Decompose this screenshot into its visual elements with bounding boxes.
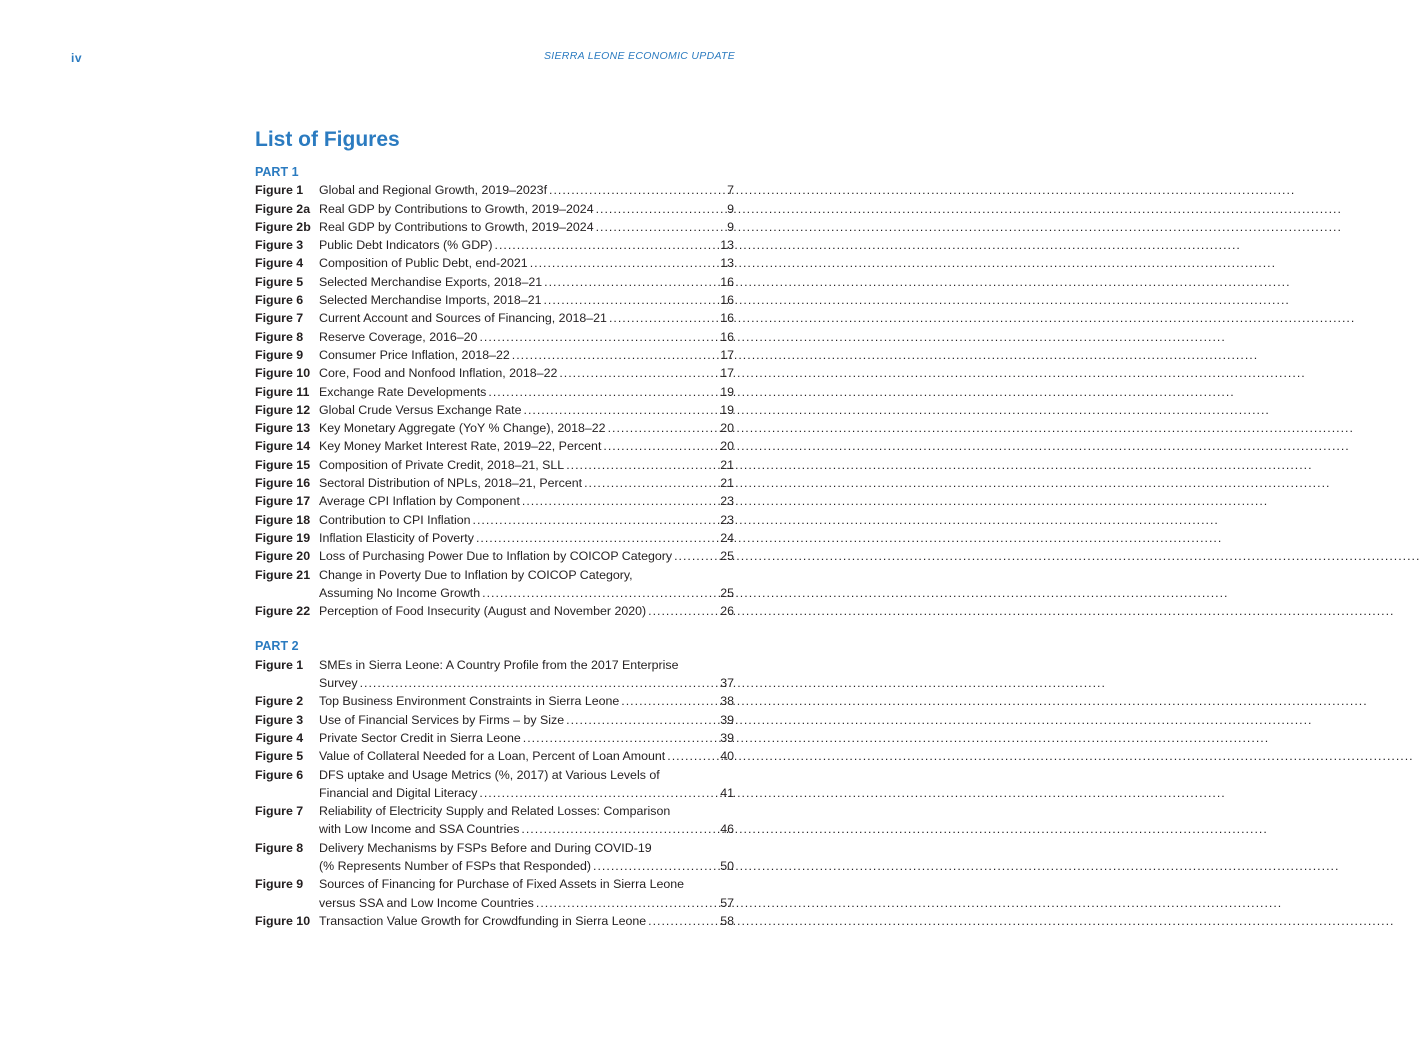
caption-line	[319, 401, 734, 419]
page-reference: 13	[720, 238, 734, 253]
figure-label: Figure 6	[255, 767, 304, 782]
caption-text: Public Debt Indicators (% GDP)	[319, 238, 493, 253]
caption-text: Real GDP by Contributions to Growth, 2019–2024	[319, 219, 594, 234]
caption-line	[319, 802, 734, 820]
figure-caption	[319, 802, 734, 839]
figure-label: Figure 15	[255, 457, 311, 472]
dot-leader	[593, 857, 718, 875]
figure-caption	[319, 711, 734, 729]
caption-text: Survey	[319, 676, 358, 691]
toc-entry[interactable]	[255, 419, 734, 437]
figure-label: Figure 2b	[255, 219, 311, 234]
toc-entry[interactable]	[255, 181, 734, 199]
dot-leader	[608, 419, 719, 437]
figure-label: Figure 7	[255, 311, 304, 326]
figure-label: Figure 14	[255, 439, 311, 454]
page-reference: 39	[720, 712, 734, 727]
page-reference: 26	[720, 604, 734, 619]
dot-leader	[648, 602, 718, 620]
dot-leader	[479, 784, 718, 802]
caption-line	[319, 729, 734, 747]
caption-line	[319, 456, 734, 474]
caption-text: Transaction Value Growth for Crowdfunding in Sierra Leone	[319, 913, 647, 928]
page-reference: 25	[720, 585, 734, 600]
caption-text: Top Business Environment Constraints in Sierra Leone	[319, 694, 620, 709]
dot-leader	[512, 346, 718, 364]
page-reference: 46	[720, 822, 734, 837]
toc-entry[interactable]	[255, 437, 734, 455]
caption-text: Selected Merchandise Exports, 2018–21	[319, 274, 543, 289]
figure-label: Figure 9	[255, 347, 304, 362]
page-reference: 57	[720, 895, 734, 910]
figure-label: Figure 10	[255, 913, 311, 928]
page-reference: 39	[720, 730, 734, 745]
page-reference: 19	[720, 384, 734, 399]
caption-line	[319, 784, 734, 802]
caption-line	[319, 419, 734, 437]
dot-leader	[544, 273, 718, 291]
figure-caption	[319, 511, 734, 529]
dot-leader	[482, 584, 718, 602]
caption-text: Use of Financial Services by Firms – by Size	[319, 712, 565, 727]
page-reference: 50	[720, 858, 734, 873]
caption-line	[319, 218, 734, 236]
page-reference: 19	[720, 402, 734, 417]
figure-label: Figure 17	[255, 494, 311, 509]
dot-leader	[584, 474, 718, 492]
toc-entry[interactable]	[255, 474, 734, 492]
caption-line	[319, 529, 734, 547]
caption-line	[319, 894, 734, 912]
dot-leader	[521, 820, 718, 838]
caption-text: Composition of Public Debt, end-2021	[319, 256, 528, 271]
figure-label: Figure 12	[255, 402, 311, 417]
caption-text: Perception of Food Insecurity (August and November 2020)	[319, 604, 647, 619]
figure-label: Figure 9	[255, 877, 304, 892]
figure-label: Figure 6	[255, 293, 304, 308]
figure-caption	[319, 912, 734, 930]
figure-label: Figure 8	[255, 329, 304, 344]
caption-text: Core, Food and Nonfood Inflation, 2018–22	[319, 366, 558, 381]
figure-caption	[319, 309, 734, 327]
figure-label: Figure 5	[255, 749, 304, 764]
dot-leader	[559, 364, 718, 382]
caption-text: Loss of Purchasing Power Due to Inflation by COICOP Category	[319, 549, 673, 564]
caption-text: with Low Income and SSA Countries	[319, 822, 520, 837]
dot-leader	[479, 328, 718, 346]
figure-caption	[319, 747, 734, 765]
toc-entry[interactable]	[255, 273, 734, 291]
figure-label: Figure 19	[255, 530, 311, 545]
page-reference: 9	[727, 201, 734, 216]
page-reference: 21	[720, 476, 734, 491]
toc-entry[interactable]	[255, 511, 734, 529]
dot-leader	[360, 674, 719, 692]
figure-caption	[319, 401, 734, 419]
figure-caption	[319, 474, 734, 492]
caption-text: Value of Collateral Needed for a Loan, Percent of Loan Amount	[319, 749, 666, 764]
toc-entry[interactable]	[255, 328, 734, 346]
figure-caption	[319, 602, 734, 620]
toc-entry[interactable]	[255, 200, 734, 218]
caption-line	[319, 584, 734, 602]
caption-line	[319, 711, 734, 729]
dot-leader	[476, 529, 718, 547]
page-reference: 23	[720, 512, 734, 527]
figure-label: Figure 3	[255, 712, 304, 727]
toc-entry[interactable]	[255, 747, 734, 765]
page-reference: 21	[720, 457, 734, 472]
toc-entry[interactable]	[255, 401, 734, 419]
caption-line	[319, 547, 734, 565]
caption-text: Current Account and Sources of Financing, 2018–21	[319, 311, 607, 326]
caption-text: Private Sector Credit in Sierra Leone	[319, 730, 521, 745]
page-reference: 58	[720, 913, 734, 928]
dot-leader	[530, 254, 719, 272]
caption-line	[319, 820, 734, 838]
figure-caption	[319, 766, 734, 803]
caption-line	[319, 437, 734, 455]
toc-entry[interactable]	[255, 912, 734, 930]
dot-leader	[543, 291, 718, 309]
caption-line	[319, 766, 734, 784]
toc-entry[interactable]	[255, 309, 734, 327]
page-reference: 13	[720, 256, 734, 271]
dot-leader	[549, 181, 725, 199]
part-heading: PART 1	[255, 165, 299, 179]
caption-text: Global Crude Versus Exchange Rate	[319, 402, 522, 417]
caption-line	[319, 692, 734, 710]
figure-caption	[319, 492, 734, 510]
caption-line	[319, 236, 734, 254]
figure-label: Figure 13	[255, 421, 311, 436]
caption-line	[319, 602, 734, 620]
figure-caption	[319, 566, 734, 603]
toc-entry[interactable]	[255, 729, 734, 747]
page-reference: 7	[727, 183, 734, 198]
page-reference: 16	[720, 311, 734, 326]
dot-leader	[609, 309, 718, 327]
caption-line	[319, 566, 734, 584]
page-reference: 37	[720, 676, 734, 691]
figure-caption	[319, 547, 734, 565]
dot-leader	[667, 747, 718, 765]
dot-leader	[524, 401, 719, 419]
figure-caption	[319, 437, 734, 455]
page-reference: 24	[720, 530, 734, 545]
caption-line	[319, 328, 734, 346]
caption-line	[319, 857, 734, 875]
toc-entry[interactable]	[255, 456, 734, 474]
toc-entry[interactable]	[255, 529, 734, 547]
caption-line	[319, 674, 734, 692]
caption-text: Consumer Price Inflation, 2018–22	[319, 347, 510, 362]
toc-entry[interactable]	[255, 492, 734, 510]
caption-line	[319, 364, 734, 382]
caption-text: Change in Poverty Due to Inflation by COICOP Category,	[319, 567, 633, 582]
figure-label: Figure 5	[255, 274, 304, 289]
toc-entry[interactable]	[255, 218, 734, 236]
caption-text: SMEs in Sierra Leone: A Country Profile from the 2017 Enterprise	[319, 657, 679, 672]
toc-entry[interactable]	[255, 766, 734, 803]
caption-text: Key Monetary Aggregate (YoY % Change), 2018–22	[319, 421, 606, 436]
caption-text: DFS uptake and Usage Metrics (%, 2017) at Various Levels of	[319, 767, 660, 782]
caption-line	[319, 383, 734, 401]
caption-text: Key Money Market Interest Rate, 2019–22, Percent	[319, 439, 602, 454]
figure-caption	[319, 236, 734, 254]
figure-label: Figure 3	[255, 238, 304, 253]
list-of-figures	[255, 126, 734, 930]
caption-line	[319, 474, 734, 492]
caption-text: Inflation Elasticity of Poverty	[319, 530, 474, 545]
figure-label: Figure 21	[255, 567, 311, 582]
page-reference: 41	[720, 785, 734, 800]
caption-text: Reserve Coverage, 2016–20	[319, 329, 478, 344]
page-reference: 40	[720, 749, 734, 764]
figure-caption	[319, 218, 734, 236]
toc-entry[interactable]	[255, 692, 734, 710]
toc-entry[interactable]	[255, 802, 734, 839]
figure-label: Figure 10	[255, 366, 311, 381]
caption-line	[319, 346, 734, 364]
figure-label: Figure 18	[255, 512, 311, 527]
figure-label: Figure 4	[255, 256, 304, 271]
page-reference: 38	[720, 694, 734, 709]
figure-caption	[319, 692, 734, 710]
caption-text: Sources of Financing for Purchase of Fixed Assets in Sierra Leone	[319, 877, 685, 892]
caption-line	[319, 511, 734, 529]
figure-label: Figure 1	[255, 183, 304, 198]
caption-text: Global and Regional Growth, 2019–2023f	[319, 183, 548, 198]
dot-leader	[648, 912, 718, 930]
figure-label: Figure 11	[255, 384, 310, 399]
dot-leader	[522, 492, 718, 510]
page-reference: 25	[720, 549, 734, 564]
caption-text: Average CPI Inflation by Component	[319, 494, 520, 509]
figure-caption	[319, 383, 734, 401]
dot-leader	[674, 547, 718, 565]
caption-line	[319, 309, 734, 327]
figure-caption	[319, 181, 734, 199]
caption-text: Sectoral Distribution of NPLs, 2018–21, Percent	[319, 476, 583, 491]
caption-line	[319, 656, 734, 674]
dot-leader	[536, 894, 718, 912]
caption-text: (% Represents Number of FSPs that Responded)	[319, 858, 592, 873]
toc-entry[interactable]	[255, 875, 734, 912]
caption-line	[319, 254, 734, 272]
toc-entry[interactable]	[255, 547, 734, 565]
caption-line	[319, 492, 734, 510]
dot-leader	[566, 456, 718, 474]
caption-line	[319, 200, 734, 218]
page-reference: 20	[720, 439, 734, 454]
running-head: SIERRA LEONE ECONOMIC UPDATE	[543, 50, 735, 62]
figure-caption	[319, 529, 734, 547]
caption-line	[319, 839, 734, 857]
caption-line	[319, 181, 734, 199]
dot-leader	[596, 218, 726, 236]
page-reference: 9	[727, 219, 734, 234]
dot-leader	[596, 200, 726, 218]
dot-leader	[621, 692, 718, 710]
figure-label: Figure 22	[255, 604, 311, 619]
figure-label: Figure 8	[255, 840, 304, 855]
page-reference: 17	[720, 347, 734, 362]
caption-line	[319, 747, 734, 765]
caption-text: Reliability of Electricity Supply and Related Losses: Comparison	[319, 804, 671, 819]
toc-entry[interactable]	[255, 291, 734, 309]
part-heading: PART 2	[255, 639, 299, 654]
figure-caption	[319, 254, 734, 272]
toc-entry[interactable]	[255, 364, 734, 382]
toc-entry[interactable]	[255, 711, 734, 729]
page-reference: 20	[720, 421, 734, 436]
page-number: iv	[71, 51, 83, 65]
caption-text: Real GDP by Contributions to Growth, 2019–2024	[319, 201, 594, 216]
toc-entry[interactable]	[255, 254, 734, 272]
figure-label: Figure 20	[255, 549, 311, 564]
toc-entry[interactable]	[255, 656, 734, 693]
caption-line	[319, 273, 734, 291]
page-reference: 16	[720, 274, 734, 289]
part-1-entries	[255, 181, 734, 620]
page-reference: 23	[720, 494, 734, 509]
dot-leader	[495, 236, 719, 254]
figure-caption	[319, 839, 734, 876]
page-reference: 16	[720, 329, 734, 344]
figure-label: Figure 7	[255, 804, 304, 819]
caption-text: Selected Merchandise Imports, 2018–21	[319, 293, 542, 308]
caption-text: versus SSA and Low Income Countries	[319, 895, 534, 910]
figure-label: Figure 2	[255, 694, 304, 709]
dot-leader	[566, 711, 718, 729]
caption-text: Assuming No Income Growth	[319, 585, 481, 600]
toc-entry[interactable]	[255, 839, 734, 876]
figure-caption	[319, 273, 734, 291]
figure-caption	[319, 656, 734, 693]
figure-caption	[319, 729, 734, 747]
figure-label: Figure 1	[255, 657, 304, 672]
toc-title: List of Figures	[255, 128, 400, 151]
figure-caption	[319, 419, 734, 437]
figure-label: Figure 2a	[255, 201, 311, 216]
dot-leader	[603, 437, 718, 455]
caption-text: Contribution to CPI Inflation	[319, 512, 471, 527]
part-2-entries	[255, 656, 734, 930]
dot-leader	[473, 511, 719, 529]
toc-entry[interactable]	[255, 566, 734, 603]
figure-caption	[319, 200, 734, 218]
caption-text: Delivery Mechanisms by FSPs Before and During COVID-19	[319, 840, 652, 855]
caption-text: Exchange Rate Developments	[319, 384, 487, 399]
figure-label: Figure 4	[255, 730, 304, 745]
caption-text: Composition of Private Credit, 2018–21, SLL	[319, 457, 565, 472]
page-reference: 16	[720, 293, 734, 308]
toc-entry[interactable]	[255, 346, 734, 364]
toc-entry[interactable]	[255, 236, 734, 254]
figure-caption	[319, 875, 734, 912]
toc-entry[interactable]	[255, 602, 734, 620]
figure-caption	[319, 364, 734, 382]
figure-caption	[319, 328, 734, 346]
figure-caption	[319, 456, 734, 474]
figure-caption	[319, 346, 734, 364]
caption-line	[319, 912, 734, 930]
caption-text: Financial and Digital Literacy	[319, 785, 478, 800]
dot-leader	[523, 729, 718, 747]
page-reference: 17	[720, 366, 734, 381]
figure-label: Figure 16	[255, 476, 311, 491]
figure-caption	[319, 291, 734, 309]
caption-line	[319, 875, 734, 893]
toc-entry[interactable]	[255, 383, 734, 401]
dot-leader	[488, 383, 718, 401]
caption-line	[319, 291, 734, 309]
